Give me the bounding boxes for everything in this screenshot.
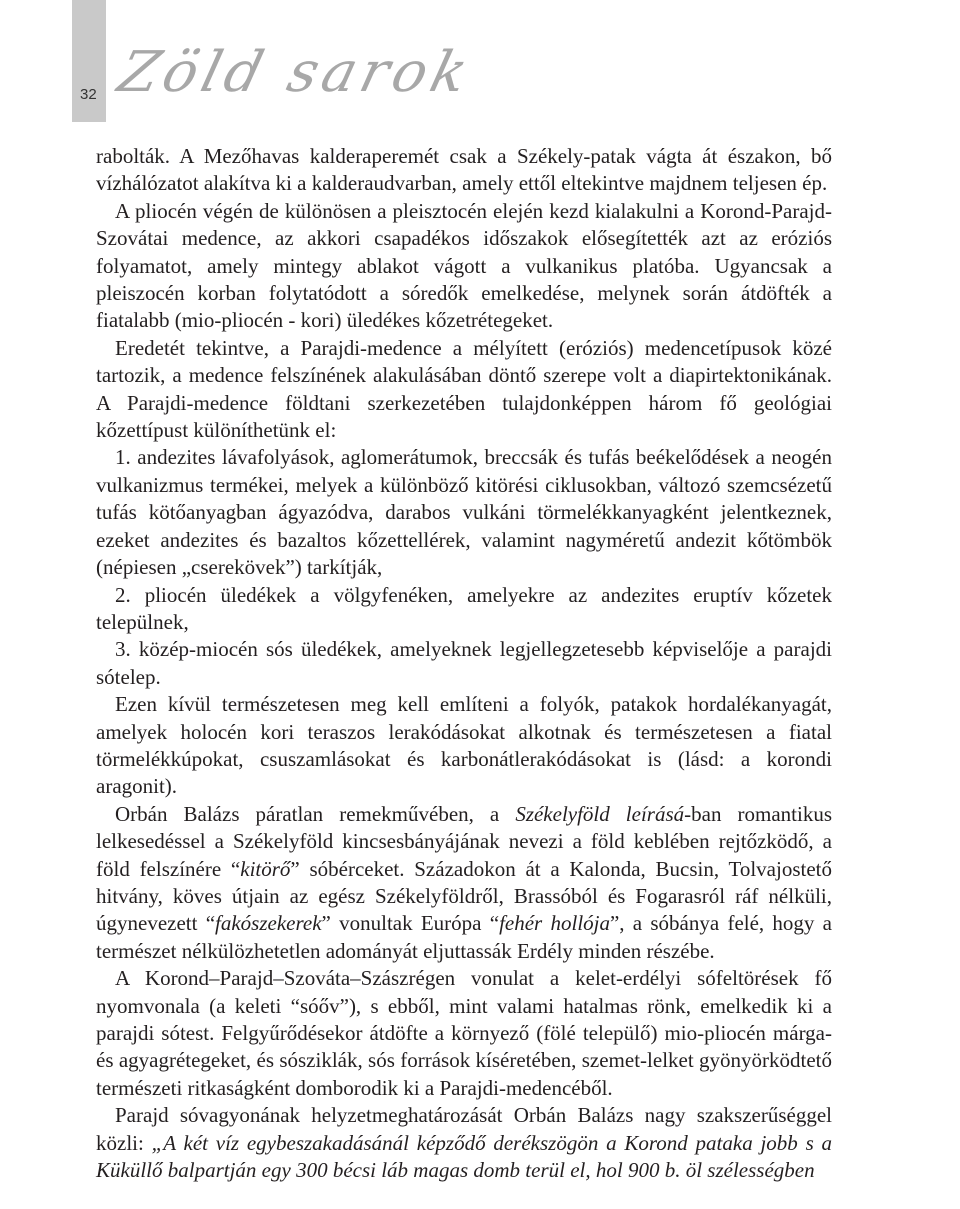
text-span: Parajd sóvagyonának helyzetmeghatározását Orbán Balázs nagy szakszerűséggel közli: [96,1103,832,1155]
italic-term: fakószekerek [215,911,322,936]
running-title: Zöld sarok [112,40,479,105]
paragraph-4: Ezen kívül természetesen meg kell említeni a folyók, patakok hordalékanyagát, amelyek holocén kori teraszos lerakódásokat alkotnak és természetesen a fiatal törmelékkúpokat, csuszamlásokat és karbonátlerakódásokat is (lásd: a korondi aragonit). [96,692,832,799]
paragraph-6: A Korond–Parajd–Szováta–Szászrégen vonulat a kelet-erdélyi sófeltörések fő nyomvonala (a keleti “sóőv”), s ebből, mint valami hatalmas rönk, emelkedik ki a parajdi sótest. Felgyűrődésekor átdöfte a környező (fölé települő) mio-pliocén márga- és agyagrétegeket, és sósziklák, sós források kíséretében, szemet-lelket gyönyörködtető természeti ritkaságként domborodik ki a Parajdi-medencéből. [96,966,832,1100]
text-span: Orbán Balázs páratlan remekművében, a [115,801,516,826]
text-span: ”, a sóbánya felé, hogy a természet nélkülözhetetlen adományát eljuttassák Erdély minden részébe. [96,911,832,963]
italic-term: kitörő [240,856,291,881]
book-title: Székelyföld leírásá [515,801,685,826]
page-number: 32 [80,86,97,103]
paragraph-7 [96,1102,832,1184]
paragraph-1: rabolták. A Mezőhavas kalderaperemét csak a Székely-patak vágta át északon, bő vízhálózatot alakítva ki a kalderaudvarban, amely ettől eltekintve majdnem teljesen ép. [96,144,832,196]
text-span: ” vonultak Európa “ [321,911,500,936]
text-span: ” sóbérceket. Századokon át a Kalonda, Bucsin, Tolvajostető hitvány, köves útjain az egész Székelyföldről, Brassóból és Fogarasról ráf nélküli, úgynevezett “ [96,856,833,936]
text-span: -ban romantikus lelkesedéssel a Székelyföld kincsesbányájának nevezi a föld keblében rejtőzködő, a föld felszínére “ [96,801,833,881]
body-text [96,143,832,1184]
paragraph-5 [96,801,832,965]
list-item-2: 2. pliocén üledékek a völgyfenéken, amelyekre az andezites eruptív kőzetek települnek, [96,582,832,634]
margin-bar [72,0,106,122]
paragraph-2: A pliocén végén de különösen a pleisztocén elején kezd kialakulni a Korond-Parajd-Szovátai medence, az akkori csapadékos időszakok elősegítették azt az eróziós folyamatot, amely mintegy ablakot vágott a vulkanikus platóba. Ugyancsak a pleiszocén korban folytatódott a sóredők emelkedése, melynek során átdöfték a fiatalabb (mio-pliocén - kori) üledékes kőzetrétegeket. [96,198,832,333]
italic-term: fehér hollója [499,911,610,936]
list-item-3: 3. közép-miocén sós üledékek, amelyeknek legjellegzetesebb képviselője a parajdi sótelep. [96,637,832,689]
paragraph-3: Eredetét tekintve, a Parajdi-medence a mélyített (eróziós) medencetípusok közé tartozik, a medence felszínének alakulásában döntő szerepe volt a diapirtektonikának. A Parajdi-medence földtani szerkezetében tulajdonképpen három fő geológiai kőzettípust különíthetünk el: [96,335,832,443]
list-item-1: 1. andezites lávafolyások, aglomerátumok, breccsák és tufás beékelődések a neogén vulkanizmus termékei, melyek a különböző kitörési ciklusokban, változó szemcsézetű tufás kötőanyagban ágyazódva, darabos vulkáni törmelékkanyagként jelentkeznek, ezeket andezites és bazaltos kőzettellérek, valamint nagyméretű andezit kőtömbök (népiesen „cserekövek”) tarkítják, [96,445,832,580]
quotation: „A két víz egybeszakadásánál képződő derékszögön a Korond pataka jobb s a Küküllő balpartján egy 300 bécsi láb magas domb terül el, hol 900 b. öl szélességben [96,1130,833,1183]
